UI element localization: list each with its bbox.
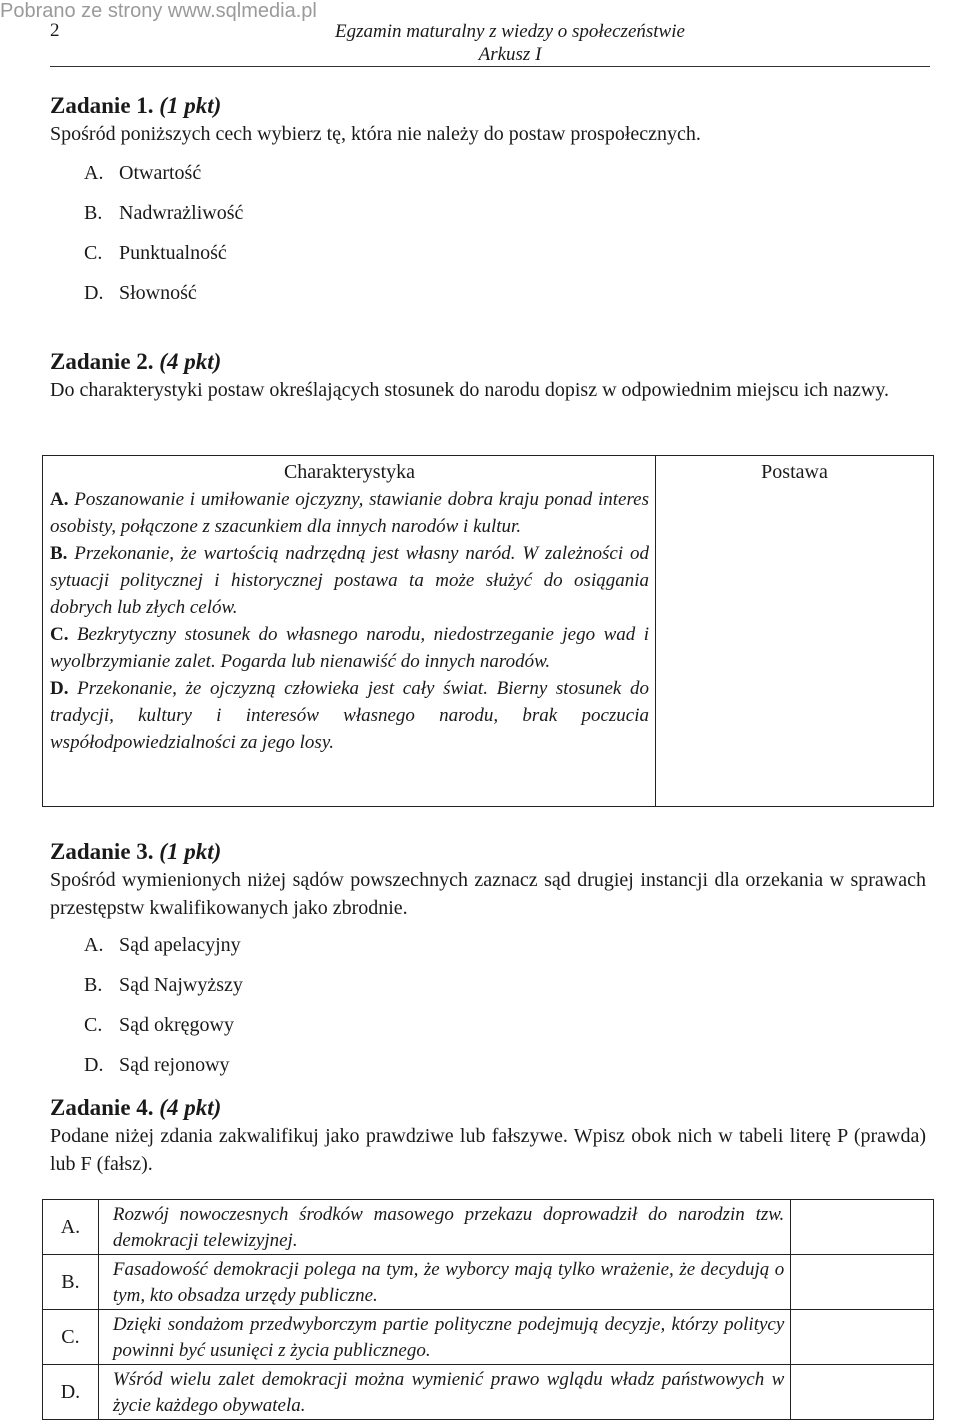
option-letter: C. <box>84 242 103 264</box>
option-text: Otwartość <box>119 162 202 184</box>
row-letter: B. <box>43 1255 99 1310</box>
table-row <box>43 1365 934 1420</box>
statement-cell <box>98 1365 790 1420</box>
option-letter: D. <box>84 1054 104 1076</box>
statement-text: Wśród wielu zalet demokracji można wymienić prawo wglądu władz państwowych w życie każdego obywatela. <box>112 1369 785 1416</box>
task2-question: Do charakterystyki postaw określających stosunek do narodu dopisz w odpowiednim miejscu ich nazwy. <box>50 379 890 401</box>
attitude-answer-cell[interactable] <box>656 456 934 807</box>
characteristic-c <box>50 621 649 675</box>
option-text: Nadwrażliwość <box>119 202 244 224</box>
characteristic-b <box>50 540 649 621</box>
task2-title: Zadanie 2. <box>50 349 154 374</box>
answer-cell-b[interactable] <box>791 1255 934 1310</box>
option-text: Sąd rejonowy <box>119 1054 230 1076</box>
task1-question: Spośród poniższych cech wybierz tę, która nie należy do postaw prospołecznych. <box>50 123 701 145</box>
page-header-title <box>220 20 800 66</box>
task1-option-a[interactable] <box>84 160 201 186</box>
column-header-attitude: Postawa <box>761 461 828 483</box>
row-letter: A. <box>43 1200 99 1255</box>
row-letter: D. <box>50 678 69 699</box>
option-letter: D. <box>84 282 104 304</box>
statement-cell <box>98 1255 790 1310</box>
option-text: Punktualność <box>119 242 227 264</box>
task3-option-d[interactable] <box>84 1052 230 1078</box>
task2-heading <box>50 348 221 376</box>
task4-question: Podane niżej zdania zakwalifikuj jako prawdziwe lub fałszywe. Wpisz obok nich w tabeli literę P (prawda) lub F (fałsz). <box>50 1125 926 1175</box>
row-text: Przekonanie, że wartością nadrzędną jest własny naród. W zależności od sytuacji politycznej i historycznej postawa ta może służyć do osiągania dobrych lub złych celów. <box>50 543 649 618</box>
characteristic-a <box>50 486 649 540</box>
table-row <box>43 1310 934 1365</box>
row-text: Przekonanie, że ojczyzną człowieka jest cały świat. Bierny stosunek do tradycji, kultury i interesów własnego narodu, brak poczucia współodpowiedzialności za jego losy. <box>50 678 650 753</box>
option-text: Sąd apelacyjny <box>119 934 241 956</box>
header-title-line2: Arkusz I <box>478 44 542 65</box>
statement-text: Dzięki sondażom przedwyborczym partie polityczne podejmują decyzje, którzy politycy powinni być usunięci z życia publicznego. <box>112 1314 785 1361</box>
watermark: Pobrano ze strony www.sqlmedia.pl <box>0 0 317 22</box>
characteristic-d <box>50 675 649 756</box>
option-letter: B. <box>84 974 103 996</box>
task3-title: Zadanie 3. <box>50 839 154 864</box>
task3-heading <box>50 838 221 866</box>
table-row <box>43 1255 934 1310</box>
task1-heading <box>50 92 221 120</box>
task4-points: (4 pkt) <box>159 1095 222 1120</box>
answer-cell-a[interactable] <box>791 1200 934 1255</box>
row-letter: A. <box>50 489 69 510</box>
task3-question: Spośród wymienionych niżej sądów powszechnych zaznacz sąd drugiej instancji dla orzekania w sprawach przestępstw kwalifikowanych jako zbrodnie. <box>50 869 926 919</box>
task3-option-c[interactable] <box>84 1012 234 1038</box>
statement-text: Rozwój nowoczesnych środków masowego przekazu doprowadził do narodzin tzw. demokracji telewizyjnej. <box>112 1204 785 1251</box>
task4-heading <box>50 1094 221 1122</box>
row-letter: C. <box>50 624 69 645</box>
answer-cell-d[interactable] <box>791 1365 934 1420</box>
statement-text: Fasadowość demokracji polega na tym, że wyborcy mają tylko wrażenie, że decydują o tym, kto obsadza urzędy publiczne. <box>112 1259 785 1306</box>
task4-title: Zadanie 4. <box>50 1095 154 1120</box>
column-header-characteristics: Charakterystyka <box>283 461 416 483</box>
header-title-line1: Egzamin maturalny z wiedzy o społeczeństwie <box>335 21 685 42</box>
answer-cell-c[interactable] <box>791 1310 934 1365</box>
task1-option-b[interactable] <box>84 200 243 226</box>
page-number: 2 <box>50 20 60 41</box>
row-text: Poszanowanie i umiłowanie ojczyzny, stawianie dobra kraju ponad interes osobisty, połączone z szacunkiem dla innych narodów i kultur. <box>50 489 649 537</box>
task3-option-b[interactable] <box>84 972 243 998</box>
header-divider <box>50 66 930 67</box>
option-letter: C. <box>84 1014 103 1036</box>
option-letter: A. <box>84 934 104 956</box>
task1-points: (1 pkt) <box>159 93 222 118</box>
characteristics-cell <box>43 456 656 807</box>
row-letter: C. <box>43 1310 99 1365</box>
statement-cell <box>98 1310 790 1365</box>
option-text: Sąd Najwyższy <box>119 974 243 996</box>
task2-table <box>42 455 934 807</box>
row-text: Bezkrytyczny stosunek do własnego narodu, niedostrzeganie jego wad i wyolbrzymianie zalet. Pogarda lub nienawiść do innych narodów. <box>50 624 649 672</box>
task1-title: Zadanie 1. <box>50 93 154 118</box>
row-letter: D. <box>43 1365 99 1420</box>
option-text: Sąd okręgowy <box>119 1014 234 1036</box>
task1-option-c[interactable] <box>84 240 227 266</box>
task3-points: (1 pkt) <box>159 839 222 864</box>
row-letter: B. <box>50 543 68 564</box>
task2-points: (4 pkt) <box>159 349 222 374</box>
task1-option-d[interactable] <box>84 280 197 306</box>
table-row <box>43 1200 934 1255</box>
option-text: Słowność <box>119 282 197 304</box>
task4-table <box>42 1199 934 1420</box>
option-letter: A. <box>84 162 104 184</box>
statement-cell <box>98 1200 790 1255</box>
task3-option-a[interactable] <box>84 932 241 958</box>
option-letter: B. <box>84 202 103 224</box>
